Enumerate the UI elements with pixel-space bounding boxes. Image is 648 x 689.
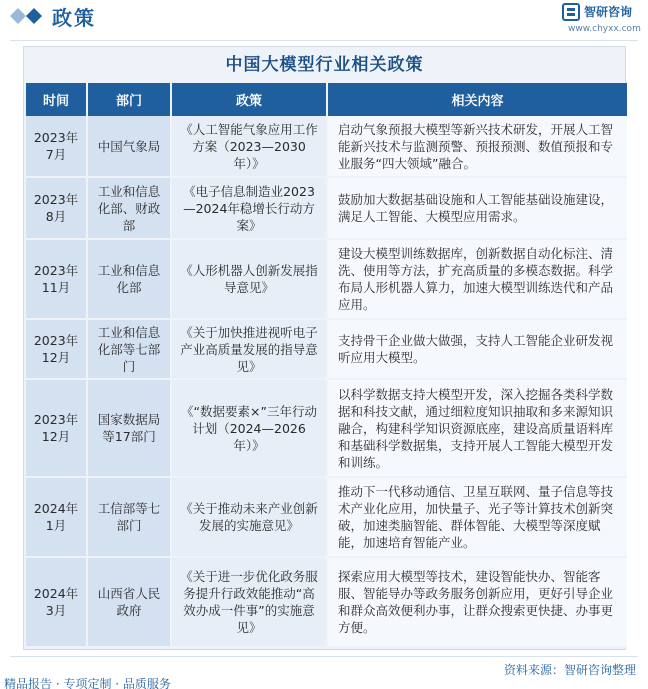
policy-cell: 《关于进一步优化政务服务提升行政效能推动“高效办成一件事”的实施意见》 (172, 558, 326, 648)
table-row (26, 240, 627, 320)
content-cell: 推动下一代移动通信、卫星互联网、量子信息等技术产业化应用，加快量子、光子等计算技术创新突破，加速类脑智能、群体智能、大模型等深度赋能，加速培育智能产业。 (328, 478, 627, 558)
page-footer (0, 656, 648, 689)
policy-cell: 《关于推动未来产业创新发展的实施意见》 (172, 478, 326, 558)
time-cell: 2024年1月 (26, 478, 86, 558)
policy-cell: 《人形机器人创新发展指导意见》 (172, 240, 326, 320)
dept-cell: 工业和信息化部 (88, 240, 170, 320)
table-row (26, 178, 627, 240)
brand-name: 智研咨询 (584, 5, 633, 19)
brand-logo-icon (562, 3, 580, 21)
policy-cell: 《人工智能气象应用工作方案（2023—2030年）》 (172, 116, 326, 178)
footer-divider (10, 656, 638, 657)
section-title: 政策 (52, 6, 96, 30)
service-tagline: 精品报告 · 专项定制 · 品质服务 (4, 677, 171, 689)
table-row (26, 558, 627, 648)
dept-cell: 山西省人民政府 (88, 558, 170, 648)
dept-cell: 中国气象局 (88, 116, 170, 178)
time-cell: 2024年3月 (26, 558, 86, 648)
data-source: 资料来源：智研咨询整理 (503, 663, 636, 677)
content-cell: 鼓励加大数据基础设施和人工智能基础设施建设，满足人工智能、大模型应用需求。 (328, 178, 627, 240)
table-row (26, 478, 627, 558)
dept-cell: 国家数据局等17部门 (88, 380, 170, 478)
dept-cell: 工业和信息化部等七部门 (88, 320, 170, 380)
content-cell: 建设大模型训练数据库，创新数据自动化标注、清洗、使用等方法，扩充高质量的多模态数据。科学布局人形机器人算力，加速大模型训练迭代和产品应用。 (328, 240, 627, 320)
table-row (26, 116, 627, 178)
time-cell: 2023年8月 (26, 178, 86, 240)
page-header (0, 0, 648, 44)
policy-table-container (23, 46, 626, 650)
dept-cell: 工信部等七部门 (88, 478, 170, 558)
time-cell: 2023年12月 (26, 320, 86, 380)
content-cell: 支持骨干企业做大做强，支持人工智能企业研发视听应用大模型。 (328, 320, 627, 380)
time-cell: 2023年11月 (26, 240, 86, 320)
table-title: 中国大模型行业相关政策 (225, 55, 424, 75)
policy-cell: 《关于加快推进视听电子产业高质量发展的指导意见》 (172, 320, 326, 380)
diamond-decoration-icon (10, 6, 44, 26)
time-cell: 2023年12月 (26, 380, 86, 478)
column-header-content: 相关内容 (328, 83, 627, 116)
column-header-dept: 部门 (88, 83, 170, 116)
policy-cell: 《电子信息制造业2023—2024年稳增长行动方案》 (172, 178, 326, 240)
content-cell: 启动气象预报大模型等新兴技术研发，开展人工智能新兴技术与监测预警、预报预测、数值预报和专业服务“四大领域”融合。 (328, 116, 627, 178)
policy-table (24, 83, 629, 648)
column-header-time: 时间 (26, 83, 86, 116)
table-row (26, 380, 627, 478)
content-cell: 以科学数据支持大模型开发，深入挖掘各类科学数据和科技文献，通过细粒度知识抽取和多来源知识融合，构建科学知识资源底座，建设高质量语料库和基础科学数据集，支持开展人工智能大模型开发和训练。 (328, 380, 627, 478)
time-cell: 2023年7月 (26, 116, 86, 178)
content-cell: 探索应用大模型等技术，建设智能快办、智能客服、智能导办等政务服务创新应用，更好引导企业和群众高效便利办事，让群众搜索更快捷、办事更方便。 (328, 558, 627, 648)
column-header-policy: 政策 (172, 83, 326, 116)
brand-url: www.chyxx.com (568, 24, 641, 34)
header-divider (10, 40, 638, 41)
policy-cell: 《“数据要素×”三年行动计划（2024—2026年）》 (172, 380, 326, 478)
table-row (26, 320, 627, 380)
table-header-row (26, 83, 627, 116)
dept-cell: 工业和信息化部、财政部 (88, 178, 170, 240)
